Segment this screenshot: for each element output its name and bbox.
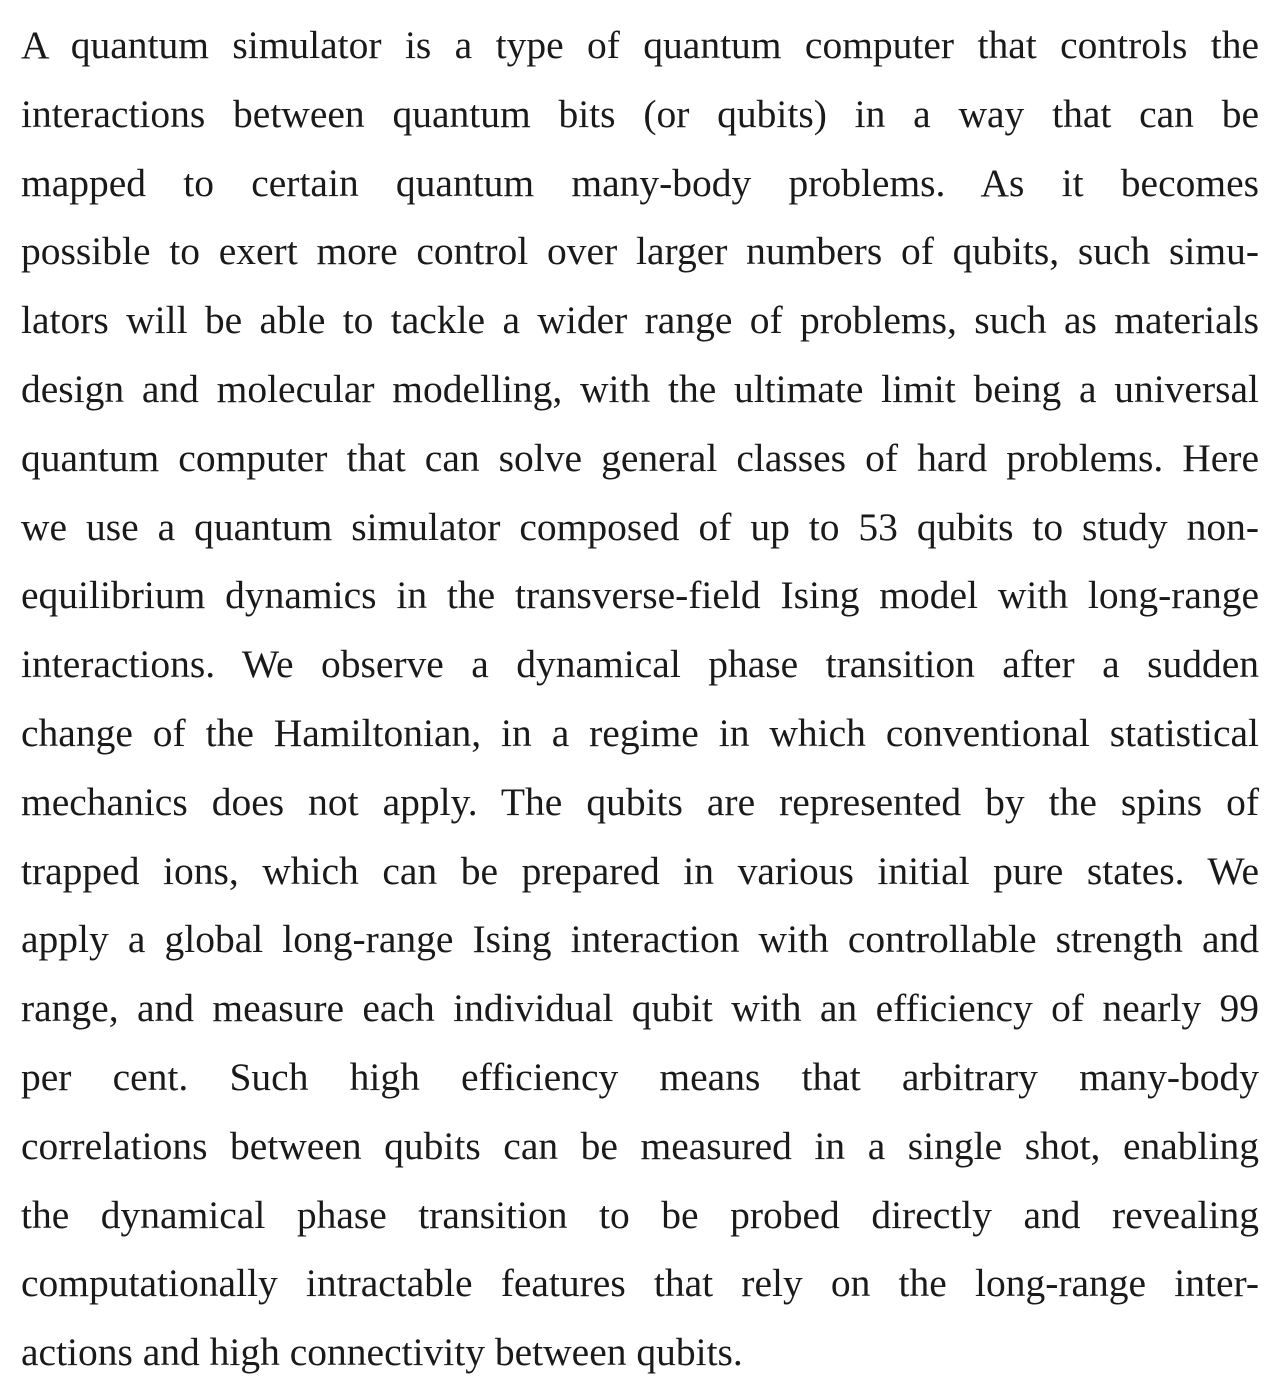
text-line: we use a quantum simulator composed of up to 53 qubits to study non-	[21, 504, 1259, 549]
text-line: equilibrium dynamics in the transverse-field Ising model with long-range	[21, 573, 1259, 618]
text-line: the dynamical phase transition to be probed directly and revealing	[21, 1192, 1259, 1237]
text-line: trapped ions, which can be prepared in various initial pure states. We	[21, 848, 1259, 893]
text-line: mechanics does not apply. The qubits are represented by the spins of	[21, 779, 1259, 824]
text-line-last: actions and high connectivity between qubits.	[21, 1330, 743, 1375]
text-line: A quantum simulator is a type of quantum computer that controls the	[21, 23, 1259, 67]
text-line: possible to exert more control over larger numbers of qubits, such simu-	[21, 229, 1259, 274]
text-line: change of the Hamiltonian, in a regime in which conventional statistical	[21, 710, 1259, 755]
text-line: quantum computer that can solve general classes of hard problems. Here	[21, 435, 1259, 480]
text-line: computationally intractable features that rely on the long-range inter-	[21, 1261, 1259, 1306]
text-line: interactions between quantum bits (or qubits) in a way that can be	[21, 91, 1259, 136]
text-line: design and molecular modelling, with the ultimate limit being a universal	[21, 366, 1259, 411]
text-line: lators will be able to tackle a wider range of problems, such as materials	[21, 298, 1259, 343]
text-line: correlations between qubits can be measured in a single shot, enabling	[21, 1123, 1259, 1168]
text-line: apply a global long-range Ising interaction with controllable strength and	[21, 917, 1259, 962]
text-line: mapped to certain quantum many-body problems. As it becomes	[21, 160, 1259, 205]
text-line: interactions. We observe a dynamical phase transition after a sudden	[21, 642, 1259, 687]
text-line: per cent. Such high efficiency means that arbitrary many-body	[21, 1054, 1259, 1099]
abstract-paragraph	[21, 24, 1259, 1400]
text-line: range, and measure each individual qubit with an efficiency of nearly 99	[21, 986, 1259, 1031]
